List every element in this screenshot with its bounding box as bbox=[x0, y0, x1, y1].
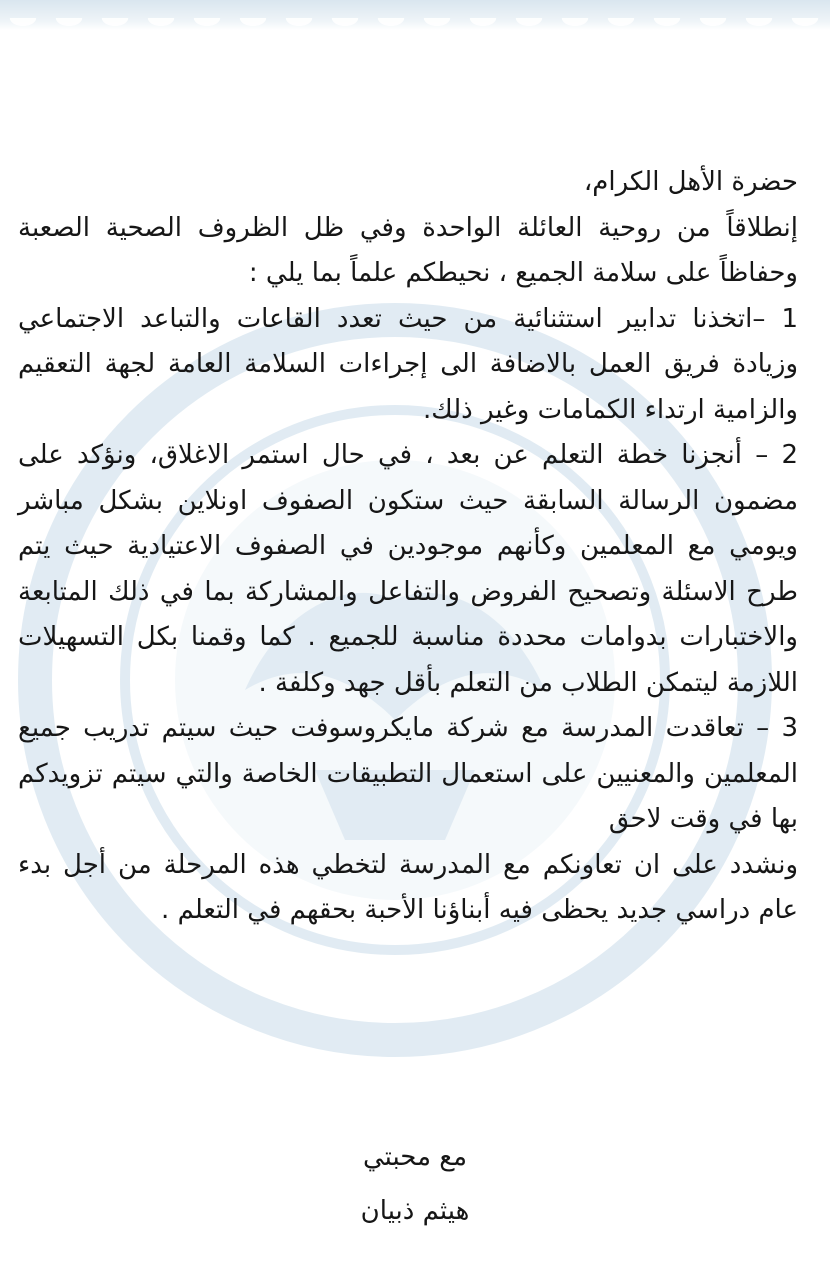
top-decorative-band bbox=[0, 0, 830, 30]
signature-name: هيثم ذبيان bbox=[360, 1196, 470, 1226]
letter-body bbox=[18, 160, 798, 934]
letter-point-3: 3 – تعاقدت المدرسة مع شركة مايكروسوفت حيث سيتم تدريب جميع المعلمين والمعنيين على استعمال التطبيقات الخاصة والتي سيتم تزويدكم بها في وقت لاحق bbox=[18, 713, 798, 834]
letter-greeting: حضرة الأهل الكرام، bbox=[583, 167, 798, 197]
letter-intro: إنطلاقاً من روحية العائلة الواحدة وفي ظل الظروف الصحية الصعبة وحفاظاً على سلامة الجميع ، نحيطكم علماً بما يلي : bbox=[18, 212, 798, 288]
letter-point-2: 2 – أنجزنا خطة التعلم عن بعد ، في حال استمر الاغلاق، ونؤكد على مضمون الرسالة السابقة حيث ستكون الصفوف اونلاين بشكل مباشر ويومي مع المعلمين وكأنهم موجودين في الصفوف الاعتيادية حيث يتم طرح الاسئلة وتصحيح الفروض والتفاعل والمشاركة بما في ذلك المتابعة والاختبارات بدوامات محددة مناسبة للجميع . كما وقمنا بكل التسهيلات اللازمة ليتمكن الطلاب من التعلم بأقل جهد وكلفة . bbox=[18, 440, 798, 698]
signature-sign-off: مع محبتي bbox=[362, 1142, 468, 1172]
letter-closing: ونشدد على ان تعاونكم مع المدرسة لتخطي هذه المرحلة من أجل بدء عام دراسي جديد يحظى فيه أبناؤنا الأحبة بحقهم في التعلم . bbox=[18, 849, 798, 925]
letter-point-1: 1 –اتخذنا تدابير استثنائية من حيث تعدد القاعات والتباعد الاجتماعي وزيادة فريق العمل بالاضافة الى إجراءات السلامة العامة لجهة التعقيم والزامية ارتداء الكمامات وغير ذلك. bbox=[18, 303, 798, 425]
